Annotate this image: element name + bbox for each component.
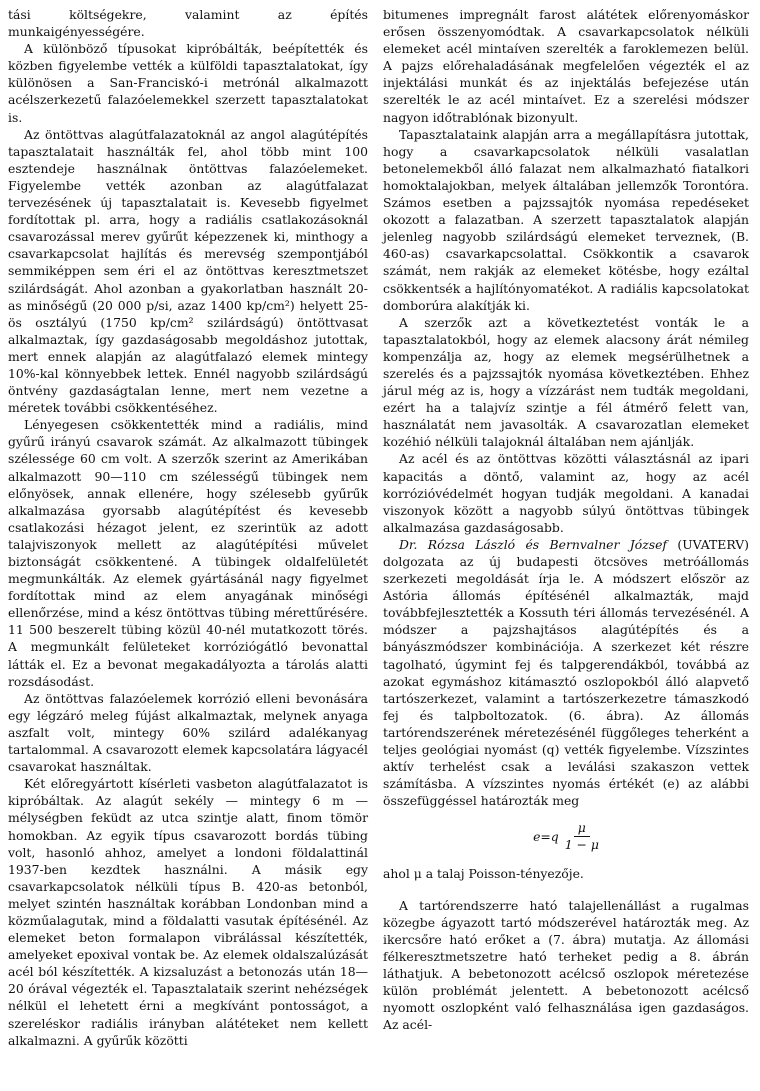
paragraph: Lényegesen csökkentették mind a radiális, mind gyűrű irányú csavarok számát. Az alkalmazott tübingek szélessége 60 cm volt. A szerzők szerint az Amerikában alkalmazott 90—110 cm szélességű tübingek nem előnyösek, annak ellenére, hogy szélesebb gyűrűk alkalmazása gyorsabb alagútépítést és kevesebb csatlakozási hézagot jelent, ez szerintük az adott talajviszonyok mellett az alagútépítési művelet biztonságát csökkentené. A tübingek oldalfelületét megmunkálták. Az elemek gyártásánál nagy figyelmet fordítottak mind az elem anyagának minőségi ellenőrzése, mind a kész öntöttvas tübing mérettűrésére. 11 500 beszerelt tübing közül 40-nél mutatkozott törés. A megmunkált felületeket korróziógátló bevonattal látták el. Ez a bevonat megakadályozta a tárolás alatti rozsdásodást. — [8, 417, 368, 689]
paragraph-text: (UVATERV) dolgozata az új budapesti ötcsöves metróállomás szerkezeti megoldását írja le. A módszert először az Astória állomás építésénél alkalmazták, majd továbbfejlesztették a Kossuth téri állomás tervezésénél. A módszer a pajzshajtásos alagútépítés és a bányászmódszer kombinációja. A szerkezet két részre tagolható, úgymint fej és talpgerendákból, továbbá az azokat egymáshoz kitámasztó oszlopokból álló alapvető tartószerkezet, valamint a tartószerkezetre támaszkodó fej és talpboltozatok. (6. ábra). Az állomás tartórendszerének méretezésénél függőleges teherként a teljes geológiai nyomást (q) vették figyelembe. Vízszintes aktív terhelést csak a leválási szakaszon vettek számításba. A vízszintes nyomás értékét (e) az alábbi összefüggéssel határozták meg — [383, 536, 749, 809]
right-column — [383, 6, 749, 1033]
paragraph: Két előregyártott kísérleti vasbeton alagútfalazatot is kipróbáltak. Az alagút sekély — mintegy 6 m — mélységben feküdt az utca szintje alatt, finom tömör homokban. Az egyik típus csavarozott bordás tübing volt, hasonló ahhoz, amelyet a londoni földalattinál 1937-ben kezdtek használni. A másik egy csavarkapcsolatok nélküli típus B. 420-as betonból, melyet szintén használtak korábban Londonban mind a közműalagutak, mind a földalatti vasutak építésénél. Az elemeket beton formalapon vibrálással készítették, amelyeket epoxival vontak be. Az elemek oldalszalúzását acél ból készítették. A kizsaluzást a betonozás után 18—20 órával végezték el. Tapasztalataik szerint nehézségek nélkül el lehetett érni a megkívánt pontosságot, a szereléskor radiális irányban alátéteket nem kellett alkalmazni. A gyűrűk közötti — [8, 776, 368, 1048]
paragraph: tási költségekre, valamint az építés munkaigényességére. — [8, 7, 368, 40]
formula-numerator: μ — [574, 820, 590, 837]
paragraph: Az öntöttvas alagútfalazatoknál az angol alagútépítés tapasztalatait használták fel, ahol több mint 100 esztendeje használnak öntöttvas falazóelemeket. Figyelembe vették azonban az alagútfalazat tervezésének új tapasztalatait is. Kevesebb figyelmet fordítottak pl. arra, hogy a radiális csatlakozásoknál csavarozással merev gyűrűt képezzenek ki, minthogy a csavarkapcsolat hajlítás és merevség szempontjából semmiképpen sem éri el az öntöttvas keresztmetszet szilárdságát. Ahol azonban a gyakorlatban használt 20-as minőségű (20 000 p/si, azaz 1400 kp/cm²) helyett 25-ös osztályú (1750 kp/cm² szilárdságú) öntöttvasat alkalmaztak, így gazdaságosabb megoldáshoz jutottak, mert ennek alapján az alagútfalazó elemek mintegy 10%-kal könnyebbek lettek. Ennél nagyobb szilárdságú öntvény gazdaságtalan lenne, mert nem vezetne a méretek további csökkentéséhez. — [8, 126, 368, 416]
paragraph: Tapasztalataink alapján arra a megállapításra jutottak, hogy a csavarkapcsolatok nélküli vasalatlan betonelemekből álló falazat nem alkalmazható fiatalkori homoktalajokban, melyek általában jellemzők Torontóra. Számos esetben a pajzssajtók nyomása repedéseket okozott a falazatban. A szerzett tapasztalatok alapján jelenleg nagyobb szilárdságú elemeket terveznek, (B. 460-as) csavarkapcsolattal. Csökkontik a csavarok számát, nem rakják az elemeket kötésbe, hogy ezáltal csökkentsék a hajlítónyomatékot. A radiális kapcsolatokat domborúra alakítják ki. — [383, 126, 749, 313]
paragraph: A különböző típusokat kipróbálták, beépítették és közben figyelembe vették a külföldi tapasztalatokat, így különösen a San-Franciskó-i metrónál alkalmazott acélszerkezetű falazóelemekkel szerzett tapasztalatokat is. — [8, 41, 368, 125]
formula-denominator: 1 − μ — [564, 836, 599, 852]
author-names: Dr. Rózsa László és Bernvalner József — [399, 536, 668, 552]
formula-explanation: ahol μ a talaj Poisson-tényezője. — [383, 866, 584, 882]
paragraph: A tartórendszerre ható talajellenállást a rugalmas közegbe ágyazott tartó módszerével határozták meg. Az ikercsőre ható erőket a (7. ábra) mutatja. Az állomási félkeresztmetszetre ható terheket pedig a 8. ábrán láthatjuk. A bebetonozott acélcső oszlopok méretezése külön problémát jelentett. A bebetonozott acélcső nyomott oszlopként való felhasználása igen gazdaságos. Az acél- — [383, 897, 749, 1033]
left-column — [8, 6, 368, 1049]
paragraph: bitumenes impregnált farost alátétek előrenyomáskor erősen összenyomódtak. A csavarkapcsolatok nélküli elemeket acél mintaíven szerelték a faroklemezen belül. A pajzs előrehaladásának megfelelően végezték el az injektálási munkát és az injektálás befejezése után szerelték le az acél mintaívet. Ez a szerelési módszer nagyon időtrablónak bizonyult. — [383, 7, 749, 125]
formula-lhs: e=q — [533, 828, 559, 844]
paragraph: Az öntöttvas falazóelemek korrózió elleni bevonására egy légzáró meleg fújást alkalmaztak, melynek anyaga aszfalt volt, mintegy 60% szilárd adalékanyag tartalommal. A csavarozott elemek kapcsolatára lágyacél csavarokat használtak. — [8, 690, 368, 775]
paragraph-authors — [383, 536, 749, 810]
formula-fraction — [565, 820, 599, 853]
paragraph: A szerzők azt a következtetést vonták le a tapasztalatokból, hogy az elemek alacsony árát némileg kompenzálja az, hogy az elemek megsérülhetnek a szerelés és a pajzssajtók nyomása következtében. Ehhez járul még az is, hogy a vízzárást nem tudták megoldani, ezért ha a talajvíz szintje a fél átmérő felett van, használatát nem javasolták. A csavarozatlan elemeket kozéhió nélküli talajoknál általában nem ajánlják. — [383, 314, 749, 450]
poisson-formula — [383, 811, 749, 861]
paragraph: Az acél és az öntöttvas közötti választásnál az ipari kapacitás a döntő, valamint az, hogy az acél korrózióvédelmét hogyan tudják megoldani. A kanadai viszonyok között a nagyobb súlyú öntöttvas tübingek alkalmazása gazdaságosabb. — [383, 451, 749, 535]
